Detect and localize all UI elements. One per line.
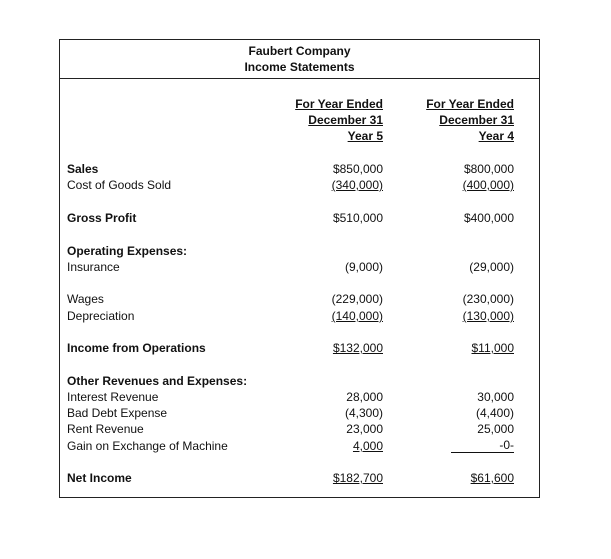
statement-title: Income Statements [244,60,355,74]
wages-year5: (229,000) [331,292,383,306]
rent-revenue-year4: 25,000 [477,422,514,436]
net-income-year4: $61,600 [470,471,514,485]
col-year5-line2: December 31 [308,113,383,127]
row-label-bad-debt: Bad Debt Expense [67,406,168,420]
income-operations-year5: $132,000 [332,341,383,355]
interest-revenue-year5: 28,000 [346,390,383,404]
cogs-year5: (340,000) [331,178,383,192]
gain-exchange-year4: -0- [451,439,514,453]
bad-debt-year4: (4,400) [475,406,514,420]
col-year4-line1: For Year Ended [426,97,514,111]
row-label-wages: Wages [67,292,104,306]
income-operations-year4: $11,000 [471,341,514,355]
row-label-interest-revenue: Interest Revenue [67,390,159,404]
header-divider [59,78,540,79]
wages-year4: (230,000) [462,292,514,306]
col-year5-line3: Year 5 [347,129,383,143]
row-label-rent-revenue: Rent Revenue [67,422,144,436]
cogs-year4: (400,000) [462,178,514,192]
row-label-insurance: Insurance [67,260,120,274]
row-label-cogs: Cost of Goods Sold [67,178,172,192]
sales-year4: $800,000 [463,162,514,176]
insurance-year4: (29,000) [469,260,514,274]
row-label-income-operations: Income from Operations [67,341,206,355]
sales-year5: $850,000 [332,162,383,176]
gross-profit-year5: $510,000 [332,211,383,225]
insurance-year5: (9,000) [344,260,383,274]
row-label-sales: Sales [67,162,99,176]
col-year4-line3: Year 4 [478,129,514,143]
bad-debt-year5: (4,300) [344,406,383,420]
row-label-depreciation: Depreciation [67,309,135,323]
gross-profit-year4: $400,000 [463,211,514,225]
rent-revenue-year5: 23,000 [346,422,383,436]
row-label-net-income: Net Income [67,471,132,485]
depreciation-year4: (130,000) [462,309,514,323]
gain-exchange-year5: 4,000 [352,439,383,453]
depreciation-year5: (140,000) [331,309,383,323]
company-name: Faubert Company [248,44,351,58]
interest-revenue-year4: 30,000 [477,390,514,404]
col-year4-line2: December 31 [439,113,514,127]
net-income-year5: $182,700 [332,471,383,485]
row-label-gross-profit: Gross Profit [67,211,137,225]
section-other-revenues: Other Revenues and Expenses: [67,374,248,388]
row-label-gain-exchange: Gain on Exchange of Machine [67,439,228,453]
col-year5-line1: For Year Ended [295,97,383,111]
section-operating-expenses: Operating Expenses: [67,244,188,258]
